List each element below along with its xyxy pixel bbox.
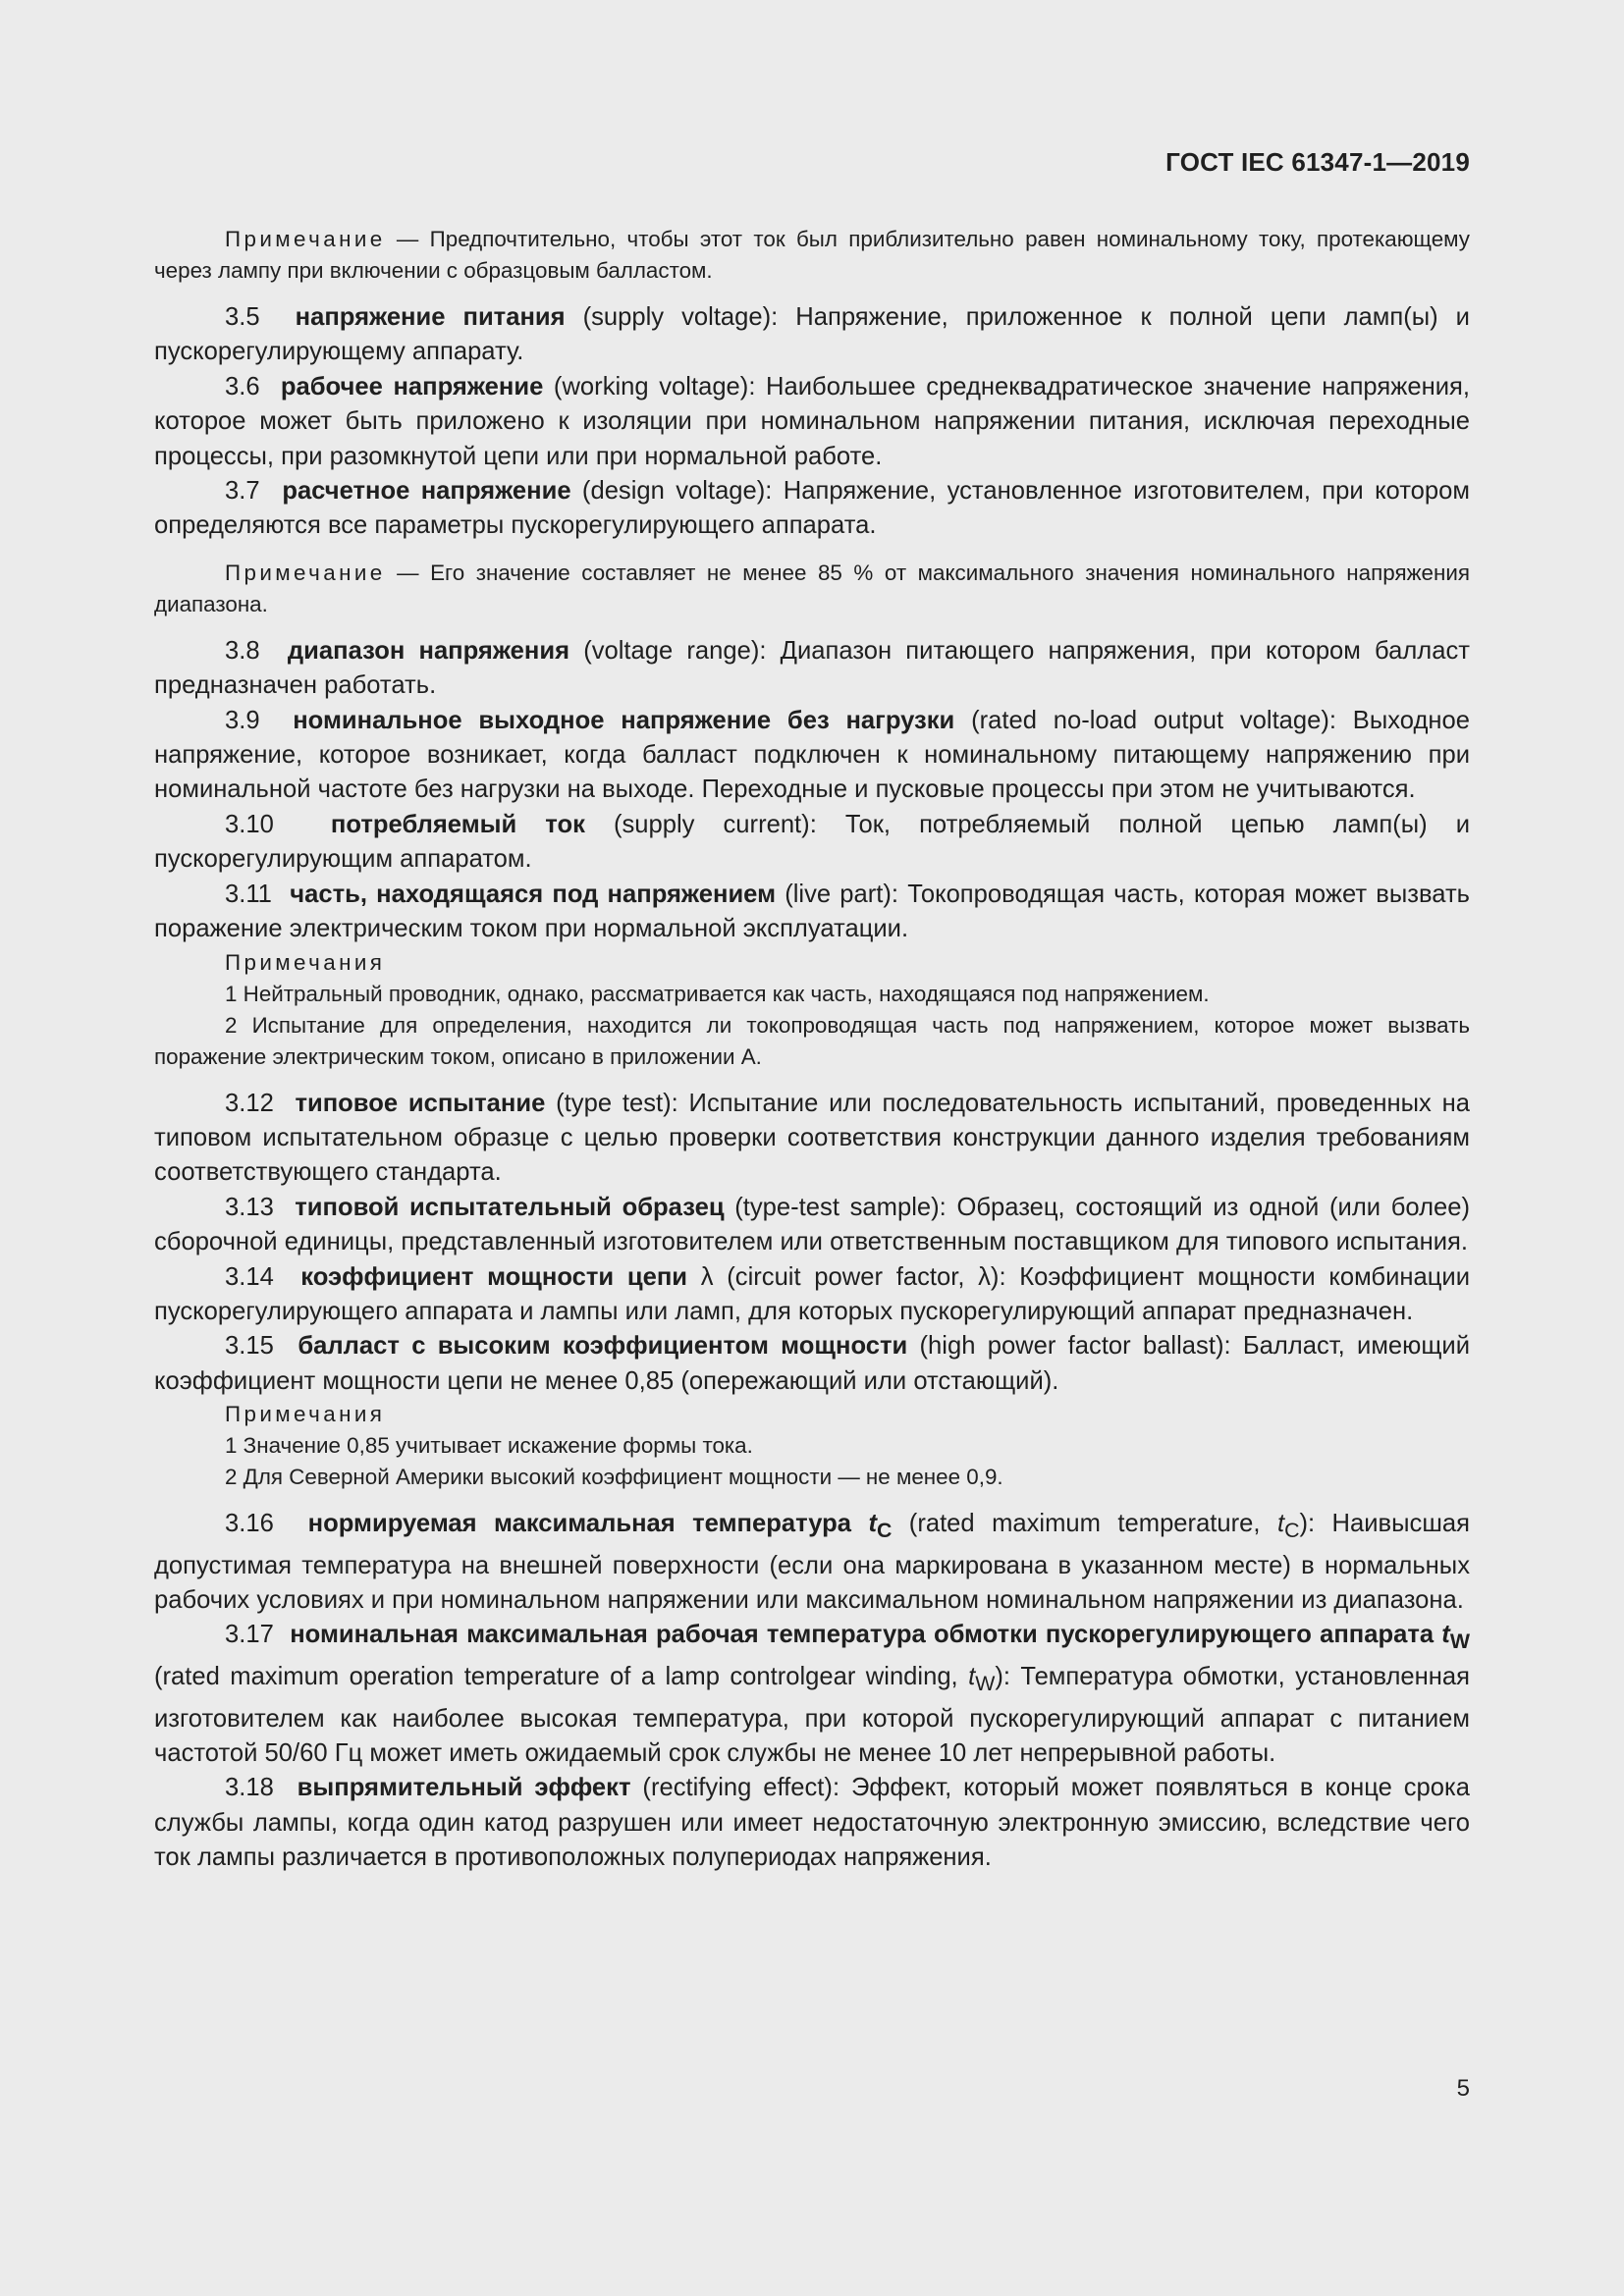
term-title: номинальная максимальная рабочая температура обмотки пускорегулирующего аппарата: [290, 1621, 1435, 1649]
note-item: 1 Нейтральный проводник, однако, рассматривается как часть, находящаяся под напряжением.: [225, 981, 1210, 1006]
term-3-15: [154, 1329, 1470, 1399]
term-number: 3.7: [225, 477, 260, 506]
term-number: 3.9: [225, 706, 260, 734]
term-3-7: [154, 474, 1470, 544]
term-definition: (supply current): Ток, потребляемый полной цепью ламп(ы) и пускорегулирующим аппаратом.: [154, 810, 1470, 874]
term-number: 3.6: [225, 372, 260, 400]
term-number: 3.17: [225, 1621, 274, 1649]
term-title: коэффициент мощности цепи: [300, 1262, 688, 1291]
term-definition: (circuit power factor, λ): Коэффициент мощности комбинации пускорегулирующего аппарата и лампы или ламп, для которых пускорегулирующий аппарат предназначен.: [154, 1262, 1471, 1325]
term-number: 3.11: [225, 880, 272, 908]
term-definition: (design voltage): Напряжение, установленное изготовителем, при котором определяются все параметры пускорегулирующего аппарата.: [154, 477, 1470, 540]
term-3-13: [154, 1191, 1470, 1260]
term-english: (rated maximum operation temperature of a lamp controlgear winding,: [154, 1663, 969, 1690]
term-title: типовое испытание: [295, 1089, 546, 1117]
term-3-9: [154, 704, 1470, 808]
term-number: 3.18: [225, 1774, 274, 1802]
term-definition: (rated no-load output voltage): Выходное напряжение, которое возникает, когда балласт подключен к номинальному питающему напряжению при номинальной частоте без нагрузки на выходе. Переходные и пусковые процессы при этом не учитываются.: [154, 706, 1470, 804]
page-number: 5: [1456, 2075, 1470, 2102]
term-3-18: [154, 1771, 1470, 1875]
term-english-symbol: t: [1276, 1510, 1285, 1538]
term-english-symbol-sub: C: [1284, 1519, 1300, 1543]
term-english-symbol: t: [968, 1663, 976, 1690]
term-definition: ): Наивысшая допустимая температура на внешней поверхности (если она маркирована в указанном месте) в нормальных рабочих условиях и при номинальном напряжении или максимальном номинальном напряжении из диапазона.: [154, 1510, 1470, 1615]
term-title: типовой испытательный образец: [295, 1193, 725, 1221]
term-number: 3.16: [225, 1510, 274, 1538]
term-title: номинальное выходное напряжение без нагрузки: [293, 706, 955, 734]
term-3-16: [154, 1507, 1470, 1618]
term-definition: (type test): Испытание или последовательность испытаний, проведенных на типовом испытательном образце с целью проверки соответствия конструкции данного изделия требованиям соответствующего стандарта.: [154, 1089, 1470, 1187]
term-definition: (working voltage): Наибольшее среднеквадратическое значение напряжения, которое может быть приложено к изоляции при номинальном напряжении питания, исключая переходные процессы, при разомкнутой цепи или при нормальной работе.: [154, 372, 1470, 470]
term-title: часть, находящаяся под напряжением: [290, 880, 777, 908]
term-3-14: [154, 1260, 1470, 1330]
term-symbol-sub: W: [1449, 1629, 1470, 1654]
term-definition: ): Температура обмотки, установленная изготовителем как наиболее высокая температура, при которой пускорегулирующий аппарат с питанием частотой 50/60 Гц может иметь ожидаемый срок службы не менее 10 лет непрерывной работы.: [154, 1663, 1470, 1767]
document-code: ГОСТ IEC 61347-1—2019: [1165, 147, 1470, 177]
term-number: 3.12: [225, 1089, 274, 1117]
term-3-11: [154, 878, 1470, 947]
term-definition: (live part): Токопроводящая часть, которая может вызвать поражение электрическим током при нормальной эксплуатации.: [154, 880, 1470, 943]
note-current: [154, 224, 1470, 287]
term-number: 3.10: [225, 810, 274, 838]
term-number: 3.15: [225, 1332, 274, 1361]
document-body: [154, 224, 1470, 1876]
term-number: 3.5: [225, 303, 260, 331]
term-number: 3.14: [225, 1262, 274, 1291]
notes-heading: Примечания: [225, 1402, 386, 1427]
term-3-12: [154, 1087, 1470, 1191]
note-label: Примечание: [225, 227, 386, 251]
note-text: — Его значение составляет не менее 85 % от максимального значения номинального напряжения диапазона.: [154, 560, 1470, 616]
term-title: потребляемый ток: [330, 810, 585, 838]
term-3-5: [154, 300, 1470, 370]
term-definition: (high power factor ballast): Балласт, имеющий коэффициент мощности цепи не менее 0,85 (опережающий или отстающий).: [154, 1332, 1470, 1395]
note-label: Примечание: [225, 560, 386, 585]
term-title: балласт с высоким коэффициентом мощности: [298, 1332, 908, 1361]
term-title: рабочее напряжение: [280, 372, 544, 400]
note-item: 2 Для Северной Америки высокий коэффициент мощности — не менее 0,9.: [225, 1465, 1003, 1490]
term-symbol-sub: C: [876, 1519, 893, 1543]
term-title: расчетное напряжение: [282, 477, 571, 506]
term-number: 3.8: [225, 636, 260, 665]
term-3-17: [154, 1618, 1470, 1771]
term-english-symbol-sub: W: [975, 1672, 996, 1696]
term-definition: (voltage range): Диапазон питающего напряжения, при котором балласт предназначен работать.: [154, 636, 1470, 700]
term-3-10: [154, 808, 1470, 878]
term-title: нормируемая максимальная температура: [307, 1510, 852, 1538]
term-definition: (rectifying effect): Эффект, который может появляться в конце срока службы лампы, когда один катод разрушен или имеет недостаточную электронную эмиссию, вследствие чего ток лампы различается в противоположных полупериодах напряжения.: [154, 1774, 1470, 1872]
term-title: выпрямительный эффект: [297, 1774, 631, 1802]
term-title: диапазон напряжения: [287, 636, 570, 665]
term-symbol: t: [868, 1510, 877, 1538]
note-item: 1 Значение 0,85 учитывает искажение формы тока.: [225, 1433, 753, 1459]
term-symbol: λ: [687, 1262, 714, 1291]
term-3-8: [154, 634, 1470, 704]
term-definition: (type-test sample): Образец, состоящий из одной (или более) сборочной единицы, представленный изготовителем или ответственным поставщиком для типового испытания.: [154, 1193, 1470, 1256]
term-english: (rated maximum temperature,: [892, 1510, 1277, 1538]
note-design-voltage: [154, 558, 1470, 620]
term-number: 3.13: [225, 1193, 274, 1221]
term-symbol: t: [1441, 1621, 1450, 1649]
term-3-6: [154, 370, 1470, 474]
notes-heading: Примечания: [225, 949, 386, 975]
term-definition: (supply voltage): Напряжение, приложенное к полной цепи ламп(ы) и пускорегулирующему аппарату.: [154, 303, 1470, 366]
note-item: 2 Испытание для определения, находится ли токопроводящая часть под напряжением, которое может вызвать поражение электрическим током, описано в приложении А.: [154, 1012, 1470, 1069]
term-title: напряжение питания: [295, 303, 566, 331]
note-text: — Предпочтительно, чтобы этот ток был приблизительно равен номинальному току, протекающему через лампу при включении с образцовым балластом.: [154, 227, 1470, 283]
